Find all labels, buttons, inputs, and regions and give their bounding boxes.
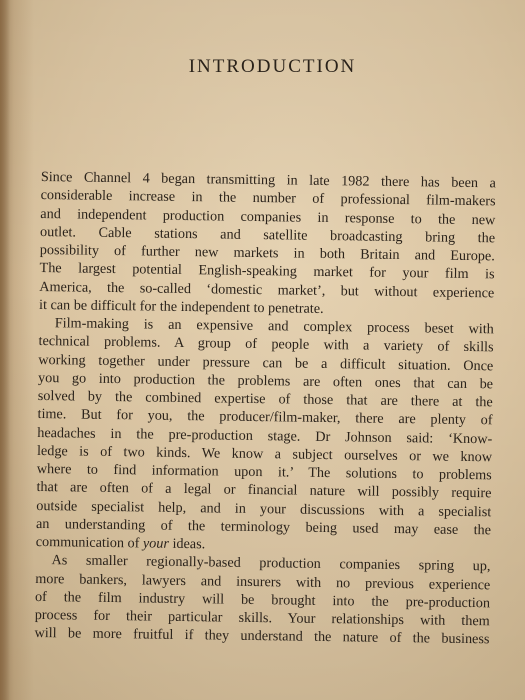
text-line: you go into production the problems are often ones that can be	[37, 369, 494, 393]
text-line: more bankers, lawyers and insurers with no previous experience	[35, 570, 491, 593]
text-line: The largest potential English-speaking market for your film is	[39, 260, 495, 283]
text-line: outside specialist help, and in your discussions with a specialist	[36, 497, 492, 520]
text-line: it can be difficult for the independent to penetrate.	[38, 296, 324, 317]
emphasized-word: your	[142, 535, 170, 552]
text-line: technical problems. A group of people with a variety of skills	[38, 333, 494, 356]
chapter-heading: INTRODUCTION	[188, 56, 357, 77]
text-line: working together under pressure can be a difficult situation. Once	[38, 351, 494, 374]
text-run: communication of	[35, 533, 144, 552]
text-line: As smaller regionally-based production companies spring up,	[51, 552, 491, 575]
text-line: America, the so-called ‘domestic market’, but without experience	[39, 278, 495, 301]
text-line: Since Channel 4 began transmitting in late 1982 there has been a	[40, 168, 496, 192]
text-line: an understanding of the terminology being used may ease the	[35, 515, 492, 539]
text-line: ledge is of two kinds. We know a subject ourselves or we know	[36, 442, 493, 466]
text-line: possibility of further new markets in both Britain and Europe.	[39, 241, 495, 265]
text-line: considerable increase in the number of professional film-makers	[40, 187, 496, 210]
text-line: and independent production companies in response to the new	[40, 205, 496, 228]
text-line: where to find information upon it.’ The solutions to problems	[36, 460, 492, 484]
body-text	[34, 168, 496, 649]
text-line: headaches in the pre-production stage. Dr Johnson said: ‘Know-	[37, 424, 493, 447]
text-line: outlet. Cable stations and satellite broadcasting bring the	[39, 223, 496, 247]
text-run: ideas.	[168, 535, 206, 553]
text-line: process for their particular skills. Your relationships with them	[34, 606, 490, 630]
text-line: that are often of a legal or financial nature will possibly require	[36, 479, 492, 502]
text-line: of the film industry will be brought into the pre-production	[34, 588, 491, 612]
book-gutter-shadow	[0, 0, 10, 700]
text-line: will be more fruitful if they understand the nature of the business	[34, 625, 490, 648]
text-line: solved by the combined expertise of those that are there at the	[37, 387, 493, 411]
text-line: time. But for you, the producer/film-maker, there are plenty of	[37, 406, 493, 429]
text-line: Film-making is an expensive and complex process beset with	[54, 315, 494, 338]
